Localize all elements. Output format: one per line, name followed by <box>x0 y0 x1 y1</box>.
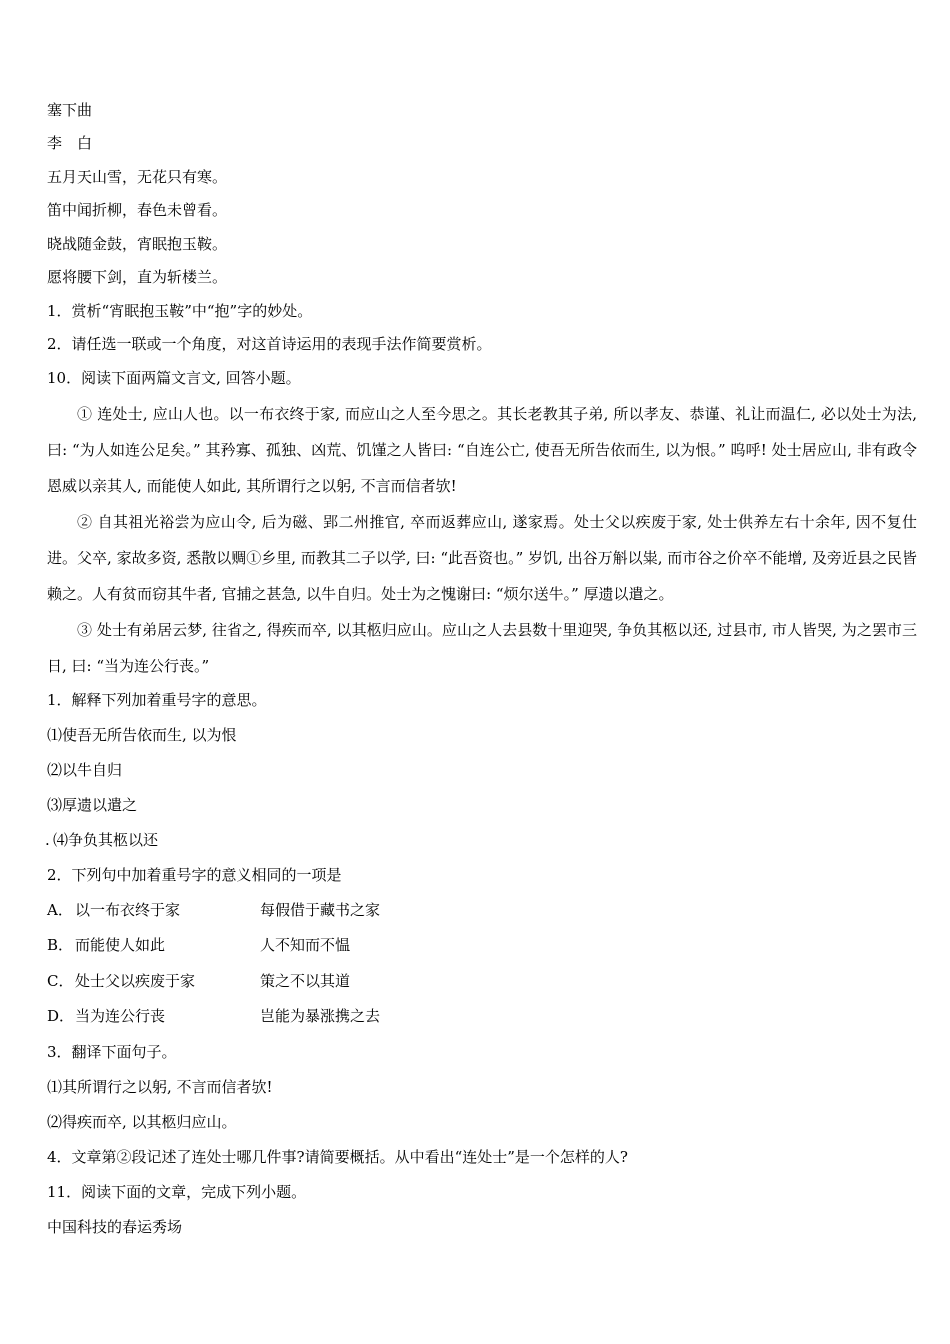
q10-sub3-prompt: 3．翻译下面句子。 <box>47 1042 177 1061</box>
option-sentence-1: 处士父以疾废于家 <box>75 971 196 990</box>
option-sentence-2: 人不知而不愠 <box>260 936 351 954</box>
option-a <box>47 900 917 920</box>
q11-intro: 11．阅读下面的文章，完成下列小题。 <box>47 1182 307 1201</box>
poem-line: 晓战随金鼓，宵眠抱玉鞍。 <box>47 234 228 253</box>
poem-author: 李 白 <box>47 134 93 152</box>
option-sentence-1: 当为连公行丧 <box>75 1007 166 1025</box>
option-c <box>47 971 917 991</box>
option-sentence-2: 岂能为暴涨携之去 <box>260 1007 381 1025</box>
poem-line: 笛中闻折柳，春色未曾看。 <box>47 201 228 219</box>
passage-paragraph-3: ③ 处士有弟居云梦, 往省之, 得疾而卒, 以其柩归应山。应山之人去县数十里迎哭, 争负其柩以还, 过县市, 市人皆哭, 为之罢市三日, 曰: “当为连公行丧。” <box>47 620 917 675</box>
option-letter: A． <box>47 900 73 919</box>
option-d <box>47 1006 917 1026</box>
q10-intro: 10．阅读下面两篇文言文, 回答小题。 <box>47 368 301 387</box>
passage-paragraph-2: ② 自其祖光裕尝为应山令, 后为磁、郢二州推官, 卒而返葬应山, 遂家焉。处士父以疾废于家, 处士供养左右十余年, 因不复仕进。父卒, 家故多资, 悉散以赒①乡里, 而教其二子以学, 曰: “此吾资也。” 岁饥, 出谷万斛以粜, 而市谷之价卒不能增, 及旁近县之民皆赖之。人有贫而窃其牛者, 官捕之甚急, 以牛自归。处士为之愧谢曰: “烦尔送牛。” 厚遗以遣之。 <box>47 512 917 603</box>
option-letter: B． <box>47 936 74 954</box>
option-letter: C． <box>47 971 74 990</box>
option-letter: D． <box>47 1007 75 1025</box>
option-b <box>47 935 917 955</box>
q10-sub1-item: ⑴使吾无所告依而生, 以为恨 <box>47 725 237 744</box>
q10-sub4-prompt: 4．文章第②段记述了连处士哪几件事?请简要概括。从中看出“连处士”是一个怎样的人? <box>47 1147 628 1166</box>
option-sentence-2: 每假借于藏书之家 <box>260 900 381 919</box>
q10-sub2-prompt: 2．下列句中加着重号字的意义相同的一项是 <box>47 865 342 884</box>
q10-sub1-item: ⑷争负其柩以还 <box>53 830 159 849</box>
q10-sub3-item: ⑴其所谓行之以躬, 不言而信者欤! <box>47 1077 273 1096</box>
q11-article-title: 中国科技的春运秀场 <box>47 1217 183 1236</box>
passage-paragraph-1: ① 连处士, 应山人也。以一布衣终于家, 而应山之人至今思之。其长老教其子弟, 所以孝友、恭谨、礼让而温仁, 必以处士为法, 曰: “为人如连公足矣。” 其矜寡、孤独、凶荒、饥馑之人皆曰: “自连公亡, 使吾无所告依而生, 以为恨。” 呜呼! 处士居应山, 非有政令恩威以亲其人, 而能使人如此, 其所谓行之以躬, 不言而信者欤! <box>47 404 917 495</box>
poem-question-2: 2．请任选一联或一个角度，对这首诗运用的表现手法作简要赏析。 <box>47 335 492 353</box>
q10-sub1-item: ⑶厚遗以遣之 <box>47 795 138 814</box>
option-sentence-2: 策之不以其道 <box>260 971 351 990</box>
q10-sub3-item: ⑵得疾而卒, 以其柩归应山。 <box>47 1112 237 1131</box>
q10-sub1-item-row <box>47 830 917 850</box>
poem-question-1: 1．赏析“宵眠抱玉鞍”中“抱”字的妙处。 <box>47 301 313 320</box>
stray-dot: . <box>45 830 50 849</box>
option-sentence-1: 以一布衣终于家 <box>75 900 181 919</box>
option-sentence-1: 而能使人如此 <box>75 936 166 954</box>
document-page <box>47 100 917 1237</box>
poem-title: 塞下曲 <box>47 101 93 119</box>
poem-line: 愿将腰下剑，直为斩楼兰。 <box>47 268 228 286</box>
q10-sub1-prompt: 1．解释下列加着重号字的意思。 <box>47 690 267 709</box>
poem-line: 五月天山雪，无花只有寒。 <box>47 167 228 186</box>
q10-sub1-item: ⑵以牛自归 <box>47 760 123 779</box>
